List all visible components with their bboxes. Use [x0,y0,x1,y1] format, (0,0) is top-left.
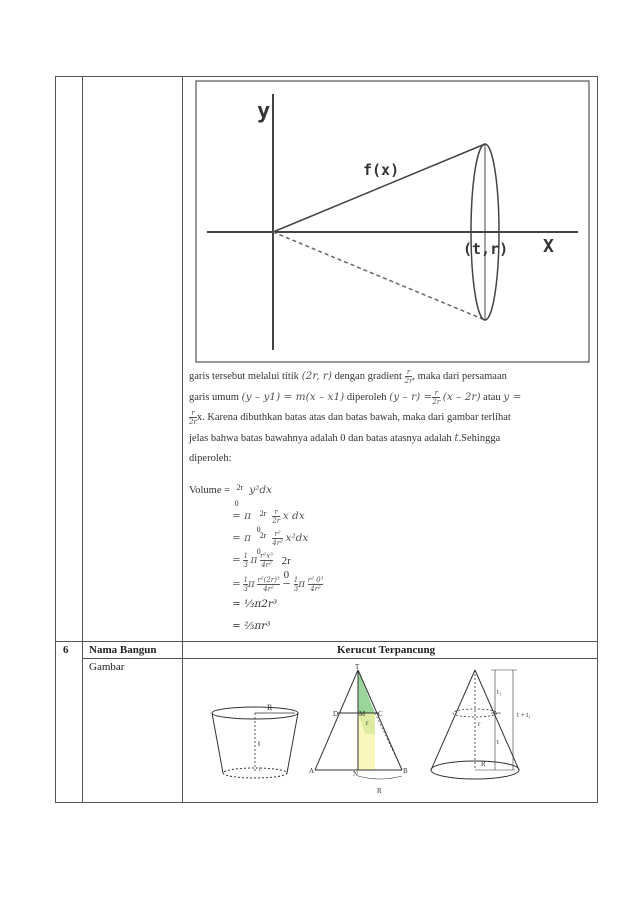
fraction-r-over-2r: $\frac{r}{2r}$ [404,368,413,386]
frustum-diagrams [195,662,590,798]
tri-label-r: r [366,719,369,727]
table-border-bottom [55,802,598,803]
cone-label-tt1: t + t₁ [517,711,531,719]
row-title: Kerucut Terpancung [337,644,436,656]
cone-volume-graph [195,80,590,363]
graph-fx-label: f(x) [363,161,400,179]
para-line-2: garis umum (y – y1) = m(x – x1) diperoleh (y – r) = $\frac{r}{2r}$ (x – 2r) atau y = [189,389,522,407]
graph-y-label: y [257,99,271,124]
volume-label-line: Volume = 2r 0 y²dx [189,483,273,508]
para-line-5: diperoleh: [189,453,232,464]
volume-eq-6: = ⅓π2r³ [232,598,278,610]
graph-point-label: (t,r) [463,240,509,258]
cone-label-t: t [497,738,499,746]
table-row-divider-1 [55,641,598,642]
row-sub-label: Gambar [89,661,125,673]
table-border-left [55,76,56,803]
tri-label-C: C [378,710,383,718]
volume-eq-3: = π 2r 0 $\frac{\text{r²}}{\text{4r²}}$ x²dx [232,530,309,556]
cone-label-R: R [481,760,486,768]
table-col-divider-1 [82,76,83,803]
tri-label-T: T [355,663,360,671]
explanation-paragraph [189,366,591,469]
cone-label-r: r [478,720,481,728]
row-number: 6 [63,644,69,656]
volume-eq-4: = $\frac{1}{3}$ π $\frac{\text{r²x³}}{\text{4r²}}$ 2r 0 [232,552,291,581]
tri-label-D: D [333,710,339,718]
row-label: Nama Bangun [89,644,157,656]
cup-label-r: r [259,765,262,773]
tri-label-N: N [353,770,359,778]
tri-label-B: B [403,767,408,775]
graph-x-label: X [543,236,554,257]
tri-label-A: A [309,767,315,775]
para-line-4: jelas bahwa batas bawahnya adalah 0 dan batas atasnya adalah t.Sehingga [189,432,501,444]
table-col-divider-2 [182,76,183,803]
volume-eq-2: = π 2r 0 $\frac{r}{2r}$ x dx [232,508,305,534]
volume-eq-7: = ⅔πr³ [232,620,271,632]
volume-eq-5: = $\frac{1}{3}$ π $\frac{\text{r²(2r)³}}{\text{4r²}}$ − $\frac{1}{3}$ π $\frac{\text{r² 0³}}{\text{4r²}}$ [232,576,324,593]
para-line-1: garis tersebut melalui titik (2r, r) dengan gradient $\frac{r}{2r}$ , maka dari persamaan [189,368,507,386]
table-border-top [55,76,598,77]
tri-label-R: R [377,787,382,795]
fraction-r-over-2r-b: $\frac{r}{2r}$ [432,389,441,407]
tri-label-M: M [359,710,366,718]
fraction-r-over-2r-c: $\frac{r}{2r}$ [189,409,197,427]
cup-label-t: t [258,739,261,748]
table-row-divider-2 [82,658,598,659]
table-border-right [597,76,598,803]
cup-label-R: R [267,703,273,712]
cone-label-t1: t₁ [497,688,502,696]
para-line-3: $\frac{r}{2r}$ x. Karena dibuthkan batas atas dan batas bawah, maka dari gambar terlihat [189,409,511,427]
